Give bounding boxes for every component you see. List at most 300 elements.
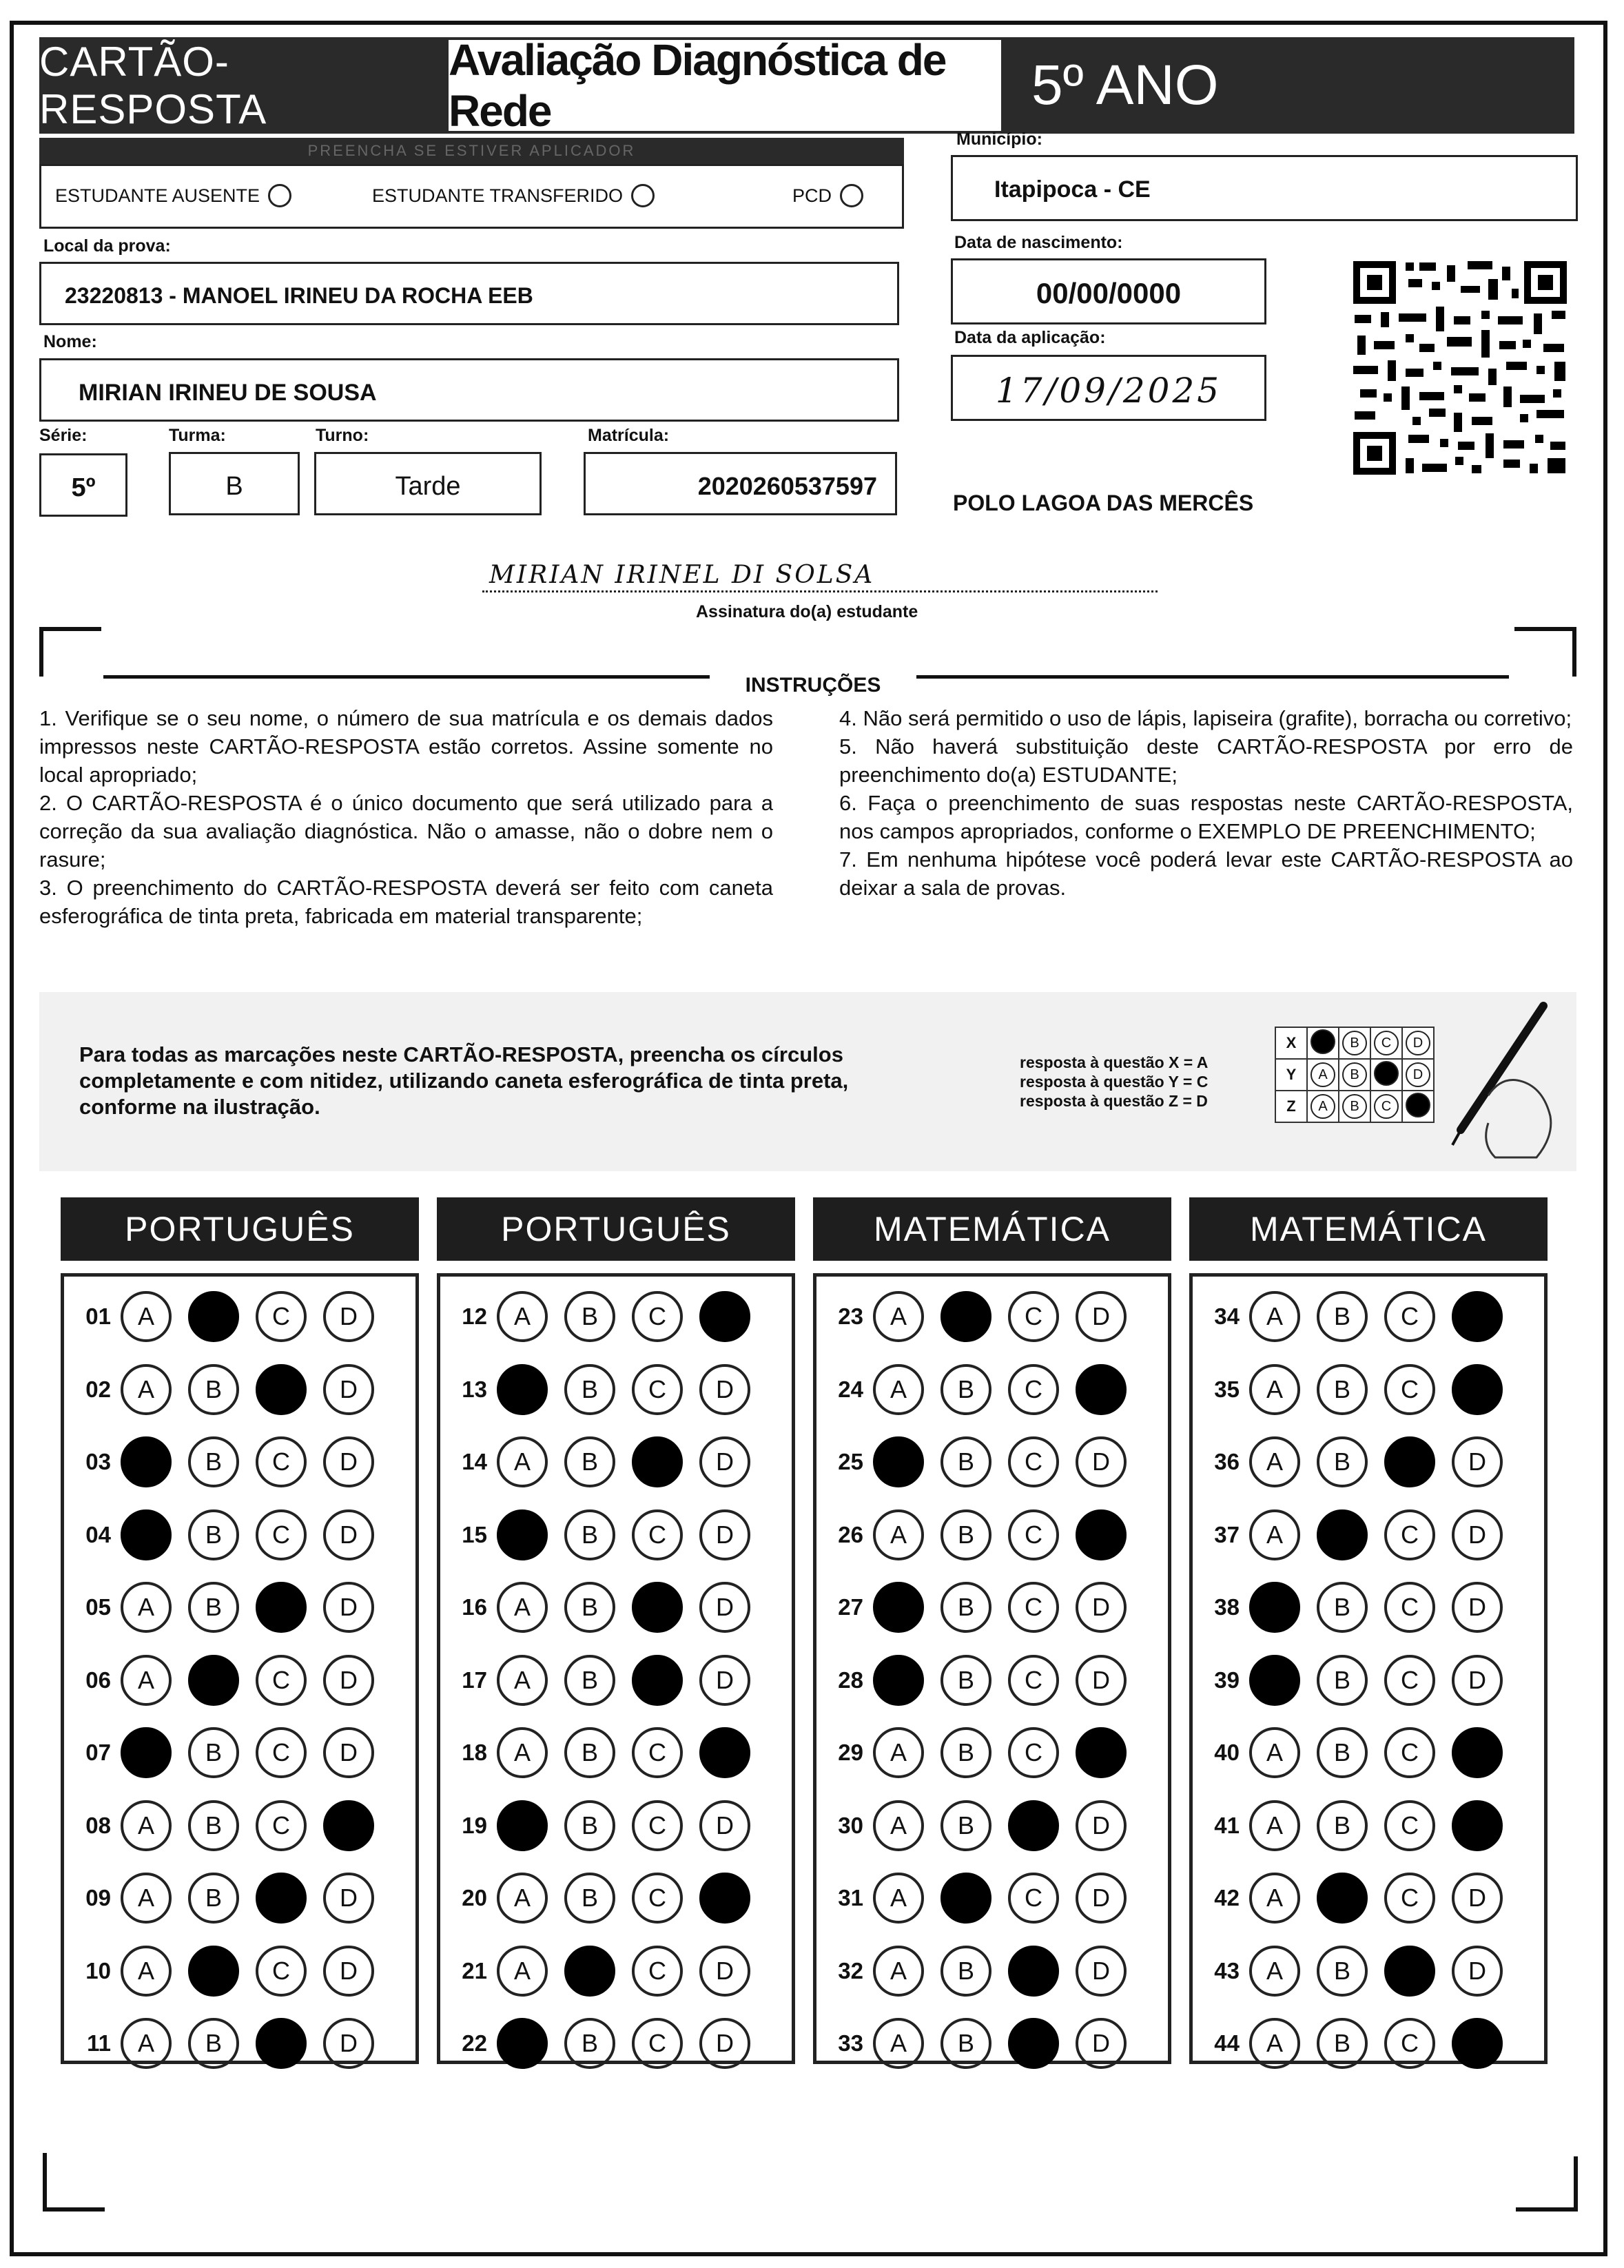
subject-header: MATEMÁTICA: [1189, 1197, 1548, 1261]
question-number: 06: [85, 1667, 111, 1693]
answer-bubble-a[interactable]: A: [121, 1364, 172, 1415]
answer-bubble-d[interactable]: D: [1076, 2018, 1127, 2069]
question-row: [1193, 1870, 1503, 1926]
example-cell: [1402, 1059, 1434, 1091]
answer-bubble-b[interactable]: B: [564, 1727, 615, 1778]
question-row: [440, 1725, 750, 1780]
signature-line[interactable]: [482, 561, 1158, 592]
example-grid: [1275, 1027, 1435, 1123]
answer-bubble-c[interactable]: C: [1384, 1727, 1435, 1778]
answer-bubble-d[interactable]: D: [323, 1655, 374, 1706]
example-row-label: Y: [1275, 1059, 1307, 1091]
answer-bubble-c[interactable]: C: [632, 1727, 683, 1778]
answer-bubble-c[interactable]: C: [632, 1509, 683, 1560]
matricula-label: Matrícula:: [588, 426, 670, 445]
answer-bubble-d[interactable]: D: [323, 1946, 374, 1997]
answer-bubble-b[interactable]: B: [1317, 1436, 1368, 1487]
local-box: [39, 262, 899, 325]
answer-column: [1189, 1273, 1548, 2064]
local-value: 23220813 - MANOEL IRINEU DA ROCHA EEB: [65, 283, 533, 308]
answer-bubble-b[interactable]: B: [1317, 1582, 1368, 1633]
answer-bubble-b[interactable]: [188, 1946, 239, 1997]
question-row: [1193, 1289, 1503, 1344]
answer-bubble-d[interactable]: D: [1452, 1655, 1503, 1706]
answer-bubble-b[interactable]: B: [1317, 1291, 1368, 1342]
question-number: 15: [462, 1521, 487, 1547]
serie-label: Série:: [39, 426, 88, 445]
question-row: [64, 1725, 374, 1780]
answer-bubble-d[interactable]: [1452, 1291, 1503, 1342]
example-cell: [1402, 1027, 1434, 1059]
answer-bubble-b[interactable]: B: [1317, 1655, 1368, 1706]
answer-bubble-b[interactable]: B: [188, 1727, 239, 1778]
answer-bubble-d[interactable]: D: [323, 1873, 374, 1924]
answer-bubble-c[interactable]: C: [256, 1800, 307, 1851]
example-bubble-c: C: [1374, 1031, 1399, 1055]
question-number: 38: [1214, 1594, 1240, 1620]
answer-bubble-a[interactable]: A: [121, 1291, 172, 1342]
answer-bubble-a[interactable]: A: [1249, 1800, 1300, 1851]
question-number: 37: [1214, 1521, 1240, 1547]
question-row: [816, 2016, 1127, 2071]
status-pcd-radio[interactable]: [840, 184, 863, 207]
answer-bubble-b[interactable]: B: [564, 1655, 615, 1706]
answer-bubble-b[interactable]: [941, 1291, 991, 1342]
status-transferred-radio[interactable]: [631, 184, 655, 207]
answer-bubble-a[interactable]: A: [497, 1291, 548, 1342]
answer-bubble-d[interactable]: [1452, 2018, 1503, 2069]
answer-bubble-a[interactable]: [873, 1655, 924, 1706]
answer-bubble-c[interactable]: [256, 1364, 307, 1415]
answer-bubble-b[interactable]: [564, 1946, 615, 1997]
municipio-value: Itapipoca - CE: [994, 176, 1151, 203]
answer-bubble-d[interactable]: [699, 1291, 750, 1342]
answer-bubble-a[interactable]: A: [873, 1727, 924, 1778]
answer-bubble-c[interactable]: C: [1008, 1655, 1059, 1706]
answer-bubble-b[interactable]: B: [564, 1582, 615, 1633]
answer-bubble-a[interactable]: A: [497, 1655, 548, 1706]
answer-bubble-d[interactable]: [1452, 1364, 1503, 1415]
answer-bubble-b[interactable]: B: [564, 2018, 615, 2069]
answer-bubble-c[interactable]: C: [256, 1509, 307, 1560]
question-row: [64, 1944, 374, 1999]
answer-bubble-b[interactable]: B: [188, 1509, 239, 1560]
question-row: [816, 1870, 1127, 1926]
answer-bubble-d[interactable]: D: [323, 1727, 374, 1778]
answer-bubble-c[interactable]: [256, 1873, 307, 1924]
answer-bubble-b[interactable]: B: [564, 1291, 615, 1342]
question-number: 17: [462, 1667, 487, 1693]
answer-bubble-d[interactable]: D: [699, 1436, 750, 1487]
answer-bubble-c[interactable]: [256, 2018, 307, 2069]
answer-bubble-b[interactable]: B: [188, 1582, 239, 1633]
answer-bubble-c[interactable]: C: [1384, 1509, 1435, 1560]
answer-bubble-c[interactable]: C: [256, 1655, 307, 1706]
answer-bubble-a[interactable]: [873, 1582, 924, 1633]
question-number: 42: [1214, 1885, 1240, 1910]
question-number: 35: [1214, 1376, 1240, 1402]
answer-bubble-c[interactable]: [1008, 1946, 1059, 1997]
aplicacao-value: 17/09/2025: [995, 371, 1222, 411]
nome-box: [39, 358, 899, 422]
instruction-1: 1. Verifique se o seu nome, o número de sua matrícula e os demais dados impressos neste CARTÃO-RESPOSTA estão corretos. Assine somente no local apropriado;: [39, 706, 773, 787]
answer-bubble-b[interactable]: B: [188, 1873, 239, 1924]
answer-bubble-c[interactable]: [1008, 2018, 1059, 2069]
answer-bubble-d[interactable]: D: [1076, 1291, 1127, 1342]
answer-bubble-c[interactable]: C: [1384, 1582, 1435, 1633]
local-label: Local da prova:: [43, 236, 171, 256]
serie-value: 5º: [71, 473, 96, 502]
aplicacao-label: Data da aplicação:: [954, 328, 1106, 347]
example-bubble-d: D: [1406, 1031, 1430, 1055]
instructions-right: [839, 704, 1573, 902]
answer-bubble-d[interactable]: D: [1076, 1655, 1127, 1706]
answer-bubble-d[interactable]: D: [1452, 1509, 1503, 1560]
answer-bubble-d[interactable]: [1452, 1800, 1503, 1851]
answer-bubble-a[interactable]: [121, 1727, 172, 1778]
answer-bubble-a[interactable]: A: [1249, 1946, 1300, 1997]
answer-bubble-c[interactable]: C: [632, 1800, 683, 1851]
answer-bubble-d[interactable]: D: [323, 1291, 374, 1342]
answer-bubble-c[interactable]: C: [632, 1873, 683, 1924]
answer-bubble-d[interactable]: D: [323, 1364, 374, 1415]
question-row: [64, 1434, 374, 1489]
answer-bubble-b[interactable]: B: [1317, 2018, 1368, 2069]
answer-bubble-b[interactable]: B: [564, 1873, 615, 1924]
question-row: [1193, 1580, 1503, 1635]
question-row: [64, 1507, 374, 1563]
answer-bubble-c[interactable]: C: [1384, 1873, 1435, 1924]
question-row: [440, 1870, 750, 1926]
answer-bubble-d[interactable]: D: [1076, 1946, 1127, 1997]
answer-bubble-b[interactable]: B: [941, 2018, 991, 2069]
answer-bubble-a[interactable]: [121, 1509, 172, 1560]
answer-bubble-a[interactable]: A: [497, 1727, 548, 1778]
question-row: [816, 1653, 1127, 1708]
answer-bubble-a[interactable]: A: [1249, 1727, 1300, 1778]
answer-bubble-a[interactable]: A: [121, 2018, 172, 2069]
answer-bubble-c[interactable]: C: [256, 1291, 307, 1342]
status-pcd-label: PCD: [792, 185, 832, 206]
answer-bubble-c[interactable]: C: [1384, 1291, 1435, 1342]
status-bar: [39, 138, 904, 164]
answer-bubble-b[interactable]: B: [564, 1436, 615, 1487]
example-legend-y: resposta à questão Y = C: [1020, 1073, 1209, 1091]
question-number: 40: [1214, 1740, 1240, 1765]
question-row: [1193, 1653, 1503, 1708]
answer-bubble-c[interactable]: C: [1384, 1655, 1435, 1706]
instruction-2: 2. O CARTÃO-RESPOSTA é o único documento que será utilizado para a correção da sua avaliação diagnóstica. Não o amasse, não o dobre nem o rasure;: [39, 791, 773, 872]
example-cell: [1370, 1027, 1402, 1059]
example-bubble-d: [1406, 1093, 1430, 1117]
question-row: [64, 1653, 374, 1708]
question-row: [440, 1289, 750, 1344]
answer-bubble-d[interactable]: [699, 1873, 750, 1924]
example-bubble-b: B: [1342, 1031, 1367, 1055]
answer-bubble-d[interactable]: [323, 1800, 374, 1851]
answer-bubble-d[interactable]: D: [699, 1364, 750, 1415]
instruction-5: 5. Não haverá substituição deste CARTÃO-RESPOSTA por erro de preenchimento do(a) ESTUDANTE;: [839, 734, 1573, 787]
example-bubble-a: A: [1310, 1094, 1335, 1119]
answer-bubble-a[interactable]: A: [121, 1655, 172, 1706]
example-cell: [1339, 1091, 1370, 1122]
answer-bubble-d[interactable]: D: [323, 1436, 374, 1487]
question-row: [1193, 1725, 1503, 1780]
answer-bubble-b[interactable]: B: [564, 1800, 615, 1851]
answer-bubble-a[interactable]: [497, 2018, 548, 2069]
answer-bubble-b[interactable]: B: [188, 2018, 239, 2069]
answer-bubble-d[interactable]: D: [1452, 1582, 1503, 1633]
answer-bubble-a[interactable]: A: [873, 1291, 924, 1342]
matricula-value: 2020260537597: [697, 472, 877, 500]
answer-bubble-b[interactable]: [1317, 1873, 1368, 1924]
answer-bubble-a[interactable]: A: [873, 2018, 924, 2069]
answer-bubble-d[interactable]: D: [699, 1582, 750, 1633]
answer-bubble-c[interactable]: [1384, 1436, 1435, 1487]
answer-bubble-c[interactable]: C: [632, 2018, 683, 2069]
answer-bubble-a[interactable]: A: [1249, 1291, 1300, 1342]
answer-bubble-d[interactable]: D: [1452, 1873, 1503, 1924]
answer-bubble-c[interactable]: C: [1384, 1800, 1435, 1851]
answer-bubble-c[interactable]: C: [632, 1291, 683, 1342]
status-absent-radio[interactable]: [268, 184, 291, 207]
answer-bubble-a[interactable]: [121, 1436, 172, 1487]
answer-bubble-a[interactable]: A: [873, 1800, 924, 1851]
answer-bubble-a[interactable]: A: [873, 1946, 924, 1997]
question-row: [816, 1798, 1127, 1853]
question-row: [64, 2016, 374, 2071]
answer-bubble-a[interactable]: A: [121, 1946, 172, 1997]
nascimento-label: Data de nascimento:: [954, 233, 1123, 252]
answer-bubble-d[interactable]: D: [1076, 1582, 1127, 1633]
answer-bubble-a[interactable]: A: [1249, 1436, 1300, 1487]
subject-header: MATEMÁTICA: [813, 1197, 1171, 1261]
answer-bubble-a[interactable]: A: [873, 1509, 924, 1560]
header-card-title: CARTÃO-RESPOSTA: [39, 37, 446, 134]
question-number: 36: [1214, 1449, 1240, 1474]
answer-bubble-a[interactable]: A: [121, 1800, 172, 1851]
answer-bubble-b[interactable]: B: [188, 1800, 239, 1851]
signature-handwriting: MIRIAN IRINEL DI SOLSA: [489, 561, 875, 589]
answer-bubble-c[interactable]: [632, 1436, 683, 1487]
question-row: [1193, 1798, 1503, 1853]
answer-bubble-d[interactable]: D: [1452, 1946, 1503, 1997]
question-row: [1193, 1434, 1503, 1489]
answer-bubble-c[interactable]: [632, 1655, 683, 1706]
answer-bubble-b[interactable]: B: [1317, 1727, 1368, 1778]
answer-bubble-c[interactable]: C: [1384, 2018, 1435, 2069]
answer-bubble-b[interactable]: B: [564, 1509, 615, 1560]
answer-bubble-a[interactable]: [1249, 1655, 1300, 1706]
answer-column: [61, 1273, 419, 2064]
question-row: [440, 1580, 750, 1635]
answer-bubble-c[interactable]: C: [1008, 1582, 1059, 1633]
question-row: [64, 1289, 374, 1344]
answer-bubble-a[interactable]: A: [873, 1873, 924, 1924]
answer-bubble-b[interactable]: B: [941, 1946, 991, 1997]
corner-bottom-right: [1516, 2156, 1578, 2212]
question-number: 18: [462, 1740, 487, 1765]
answer-bubble-d[interactable]: D: [699, 2018, 750, 2069]
answer-bubble-b[interactable]: B: [941, 1364, 991, 1415]
example-cell: [1307, 1091, 1339, 1122]
example-bubble-c: [1374, 1061, 1399, 1086]
question-number: 28: [838, 1667, 863, 1693]
question-row: [440, 1362, 750, 1417]
answer-bubble-d[interactable]: D: [323, 1509, 374, 1560]
answer-bubble-c[interactable]: [1384, 1946, 1435, 1997]
answer-bubble-d[interactable]: [1452, 1727, 1503, 1778]
answer-bubble-a[interactable]: [497, 1509, 548, 1560]
answer-bubble-b[interactable]: [941, 1873, 991, 1924]
question-number: 16: [462, 1594, 487, 1620]
answer-bubble-a[interactable]: [497, 1364, 548, 1415]
instruction-6: 6. Faça o preenchimento de suas respostas neste CARTÃO-RESPOSTA, nos campos apropriados, conforme o EXEMPLO DE PREENCHIMENTO;: [839, 791, 1573, 843]
question-number: 31: [838, 1885, 863, 1910]
answer-bubble-d[interactable]: [1076, 1727, 1127, 1778]
answer-bubble-c[interactable]: C: [1008, 1364, 1059, 1415]
answer-bubble-d[interactable]: D: [323, 1582, 374, 1633]
answer-bubble-c[interactable]: C: [632, 1364, 683, 1415]
answer-bubble-d[interactable]: D: [323, 2018, 374, 2069]
answer-bubble-c[interactable]: C: [1008, 1873, 1059, 1924]
question-number: 26: [838, 1521, 863, 1547]
answer-bubble-d[interactable]: D: [1076, 1800, 1127, 1851]
answer-bubble-b[interactable]: B: [941, 1582, 991, 1633]
answer-bubble-d[interactable]: [1076, 1364, 1127, 1415]
answer-bubble-c[interactable]: C: [256, 1727, 307, 1778]
answer-bubble-b[interactable]: B: [564, 1364, 615, 1415]
question-row: [1193, 1362, 1503, 1417]
answer-bubble-b[interactable]: B: [188, 1436, 239, 1487]
answer-bubble-a[interactable]: [497, 1800, 548, 1851]
example-cell: [1307, 1027, 1339, 1059]
question-row: [440, 1507, 750, 1563]
answer-bubble-c[interactable]: [632, 1582, 683, 1633]
answer-bubble-c[interactable]: C: [1008, 1291, 1059, 1342]
answer-bubble-a[interactable]: A: [497, 1873, 548, 1924]
corner-top-left: [39, 627, 101, 677]
instruction-7: 7. Em nenhuma hipótese você poderá levar este CARTÃO-RESPOSTA ao deixar a sala de provas.: [839, 847, 1573, 900]
answer-bubble-c[interactable]: C: [256, 1436, 307, 1487]
status-transferred[interactable]: [372, 184, 655, 207]
example-cell: [1307, 1059, 1339, 1091]
example-cell: [1370, 1091, 1402, 1122]
question-number: 07: [85, 1740, 111, 1765]
status-bar-label: PREENCHA SE ESTIVER APLICADOR: [307, 142, 636, 159]
turma-box: [169, 452, 300, 515]
answer-bubble-d[interactable]: D: [1076, 1873, 1127, 1924]
example-cell: [1339, 1027, 1370, 1059]
answer-bubble-b[interactable]: B: [941, 1655, 991, 1706]
question-number: 12: [462, 1303, 487, 1329]
answer-bubble-c[interactable]: [1008, 1800, 1059, 1851]
status-pcd[interactable]: [792, 184, 863, 207]
answer-bubble-c[interactable]: C: [632, 1946, 683, 1997]
answer-bubble-a[interactable]: A: [1249, 1873, 1300, 1924]
question-number: 23: [838, 1303, 863, 1329]
answer-bubble-d[interactable]: D: [699, 1946, 750, 1997]
question-number: 44: [1214, 2030, 1240, 2056]
corner-top-right: [1514, 627, 1576, 677]
answer-bubble-d[interactable]: D: [1076, 1436, 1127, 1487]
answer-bubble-d[interactable]: D: [1452, 1436, 1503, 1487]
question-row: [64, 1798, 374, 1853]
nascimento-box: [951, 258, 1266, 324]
pen-hand-icon: [1433, 992, 1557, 1164]
question-row: [816, 1434, 1127, 1489]
answer-bubble-b[interactable]: B: [1317, 1800, 1368, 1851]
question-row: [1193, 1507, 1503, 1563]
header-grade: 5º ANO: [1004, 37, 1574, 134]
example-cell: [1339, 1059, 1370, 1091]
answer-bubble-a[interactable]: A: [873, 1364, 924, 1415]
answer-bubble-a[interactable]: A: [497, 1946, 548, 1997]
question-row: [1193, 2016, 1503, 2071]
answer-bubble-d[interactable]: D: [699, 1509, 750, 1560]
answer-bubble-d[interactable]: D: [699, 1800, 750, 1851]
serie-box: [39, 453, 127, 517]
answer-bubble-b[interactable]: [188, 1655, 239, 1706]
answer-bubble-c[interactable]: C: [1008, 1436, 1059, 1487]
answer-bubble-b[interactable]: B: [941, 1509, 991, 1560]
answer-bubble-c[interactable]: C: [256, 1946, 307, 1997]
answer-bubble-d[interactable]: [1076, 1509, 1127, 1560]
nome-label: Nome:: [43, 332, 97, 351]
instruction-4: 4. Não será permitido o uso de lápis, lapiseira (grafite), borracha ou corretivo;: [839, 706, 1572, 730]
answer-bubble-a[interactable]: A: [1249, 2018, 1300, 2069]
matricula-box: [584, 452, 897, 515]
answer-bubble-a[interactable]: [1249, 1582, 1300, 1633]
answer-bubble-b[interactable]: [188, 1291, 239, 1342]
answer-bubble-d[interactable]: D: [699, 1655, 750, 1706]
signature-label: Assinatura do(a) estudante: [696, 602, 918, 621]
answer-bubble-b[interactable]: B: [941, 1727, 991, 1778]
answer-bubble-d[interactable]: [699, 1727, 750, 1778]
answer-bubble-a[interactable]: A: [1249, 1509, 1300, 1560]
answer-bubble-c[interactable]: [256, 1582, 307, 1633]
turma-value: B: [225, 472, 243, 501]
example-cell: [1370, 1059, 1402, 1091]
answer-column: [813, 1273, 1171, 2064]
answer-bubble-b[interactable]: B: [941, 1800, 991, 1851]
answer-bubble-b[interactable]: B: [1317, 1946, 1368, 1997]
question-row: [816, 1289, 1127, 1344]
question-row: [440, 1944, 750, 1999]
example-legend: [1020, 1053, 1208, 1111]
answer-bubble-c[interactable]: C: [1008, 1727, 1059, 1778]
turno-label: Turno:: [316, 426, 369, 445]
turno-box: [314, 452, 542, 515]
answer-bubble-c[interactable]: C: [1008, 1509, 1059, 1560]
status-absent[interactable]: [55, 184, 291, 207]
answer-bubble-a[interactable]: A: [121, 1582, 172, 1633]
question-number: 30: [838, 1812, 863, 1838]
status-box: [39, 164, 904, 229]
answer-bubble-a[interactable]: A: [1249, 1364, 1300, 1415]
answer-bubble-b[interactable]: B: [1317, 1364, 1368, 1415]
answer-bubble-c[interactable]: C: [1384, 1364, 1435, 1415]
question-number: 21: [462, 1957, 487, 1983]
answer-bubble-b[interactable]: B: [941, 1436, 991, 1487]
answer-bubble-a[interactable]: [873, 1436, 924, 1487]
question-row: [816, 1944, 1127, 1999]
answer-bubble-b[interactable]: [1317, 1509, 1368, 1560]
answer-bubble-a[interactable]: A: [497, 1436, 548, 1487]
answer-bubble-a[interactable]: A: [497, 1582, 548, 1633]
answer-bubble-a[interactable]: A: [121, 1873, 172, 1924]
answer-bubble-b[interactable]: B: [188, 1364, 239, 1415]
